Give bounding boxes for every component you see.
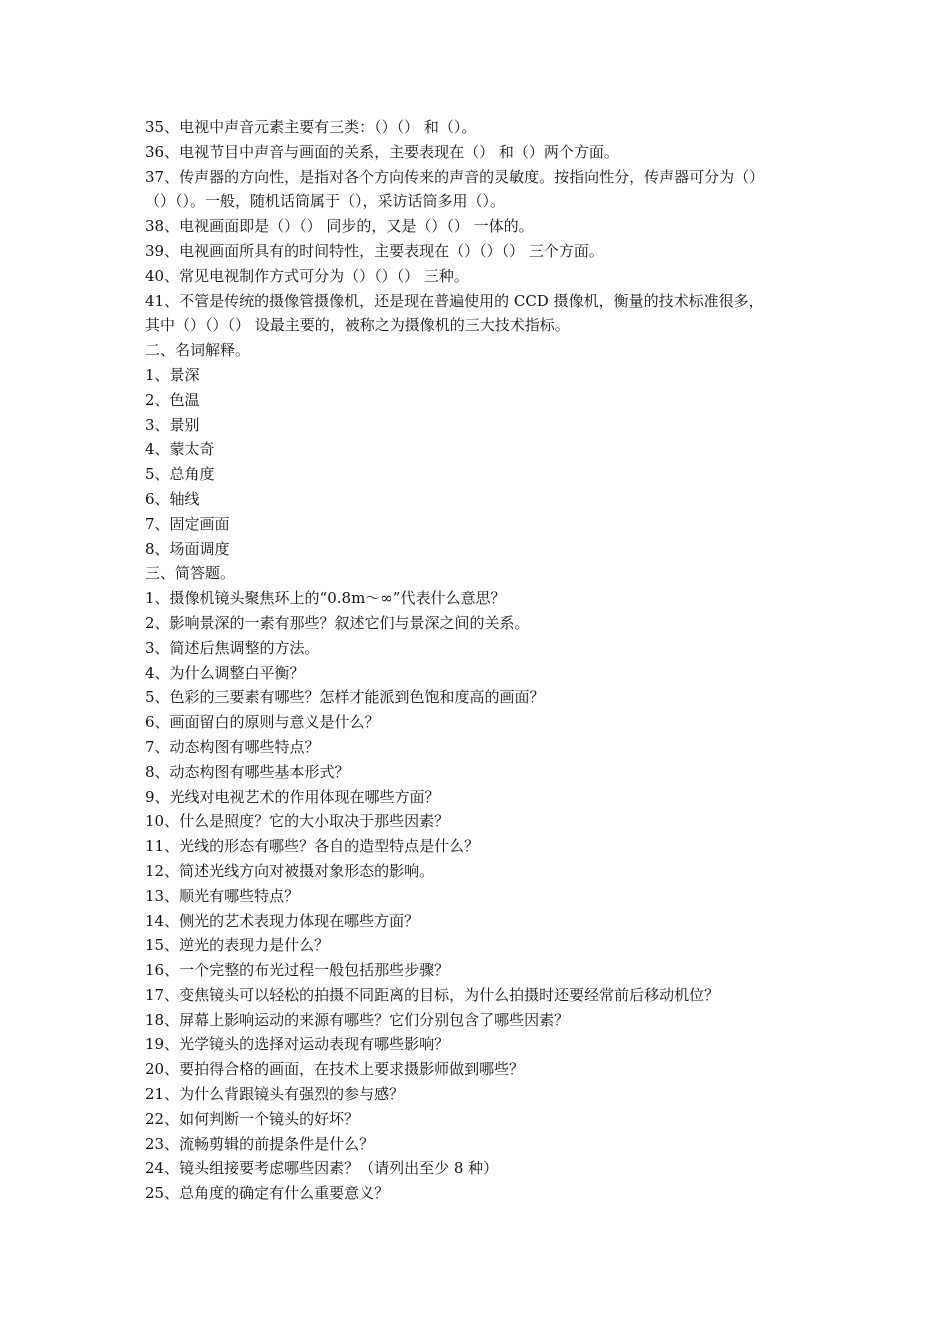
short-answer-item: 24、镜头组接要考虑哪些因素？（请列出至少 8 种） [145, 1159, 499, 1178]
term-item: 2、色温 [145, 390, 200, 409]
term-item: 4、蒙太奇 [145, 440, 215, 459]
document-body [145, 115, 815, 1206]
section-heading-terms: 二、名词解释。 [145, 341, 251, 360]
fill-in-line: 35、电视中声音元素主要有三类：（）（） 和（）。 [145, 118, 477, 136]
short-answer-item: 7、动态构图有哪些特点？ [145, 737, 320, 756]
fill-in-line: 37、传声器的方向性，是指对各个方向传来的声音的灵敏度。按指向性分，传声器可分为（） [145, 167, 765, 186]
fill-in-line: 41、不管是传统的摄像管摄像机，还是现在普遍使用的 CCD 摄像机，衡量的技术标准很多， [145, 291, 764, 310]
short-answer-item: 23、流畅剪辑的前提条件是什么？ [145, 1134, 375, 1153]
short-answer-item: 21、为什么背跟镜头有强烈的参与感？ [145, 1085, 405, 1104]
fill-in-line: 39、电视画面所具有的时间特性，主要表现在（）（）（） 三个方面。 [145, 241, 604, 260]
short-answer-item: 19、光学镜头的选择对运动表现有哪些影响？ [145, 1035, 450, 1054]
short-answer-item: 15、逆光的表现力是什么？ [145, 936, 330, 955]
short-answer-item: 12、简述光线方向对被摄对象形态的影响。 [145, 861, 435, 880]
fill-in-line: 其中（）（）（） 设最主要的，被称之为摄像机的三大技术指标。 [145, 316, 570, 335]
short-answer-item: 2、影响景深的一素有那些？叙述它们与景深之间的关系。 [145, 613, 530, 632]
short-answer-item: 5、色彩的三要素有哪些？怎样才能派到色饱和度高的画面？ [145, 688, 545, 707]
short-answer-item: 10、什么是照度？它的大小取决于那些因素？ [145, 812, 450, 831]
fill-in-line: 38、电视画面即是（）（） 同步的，又是（）（） 一体的。 [145, 217, 534, 236]
short-answer-item: 17、变焦镜头可以轻松的拍摄不同距离的目标，为什么拍摄时还要经常前后移动机位？ [145, 985, 720, 1004]
short-answer-item: 25、总角度的确定有什么重要意义？ [145, 1184, 390, 1203]
short-answer-item: 4、为什么调整白平衡？ [145, 663, 305, 682]
short-answer-item: 3、简述后焦调整的方法。 [145, 638, 320, 657]
short-answer-item: 13、顺光有哪些特点？ [145, 886, 300, 905]
section-heading-short-answer: 三、简答题。 [145, 564, 236, 583]
short-answer-item: 14、侧光的艺术表现力体现在哪些方面？ [145, 911, 420, 930]
short-answer-item: 16、一个完整的布光过程一般包括那些步骤？ [145, 961, 450, 980]
term-item: 3、景别 [145, 415, 200, 434]
short-answer-item: 11、光线的形态有哪些？各自的造型特点是什么？ [145, 837, 480, 856]
term-item: 5、总角度 [145, 465, 215, 484]
term-item: 1、景深 [145, 365, 200, 384]
term-item: 6、轴线 [145, 489, 200, 508]
short-answer-item: 6、画面留白的原则与意义是什么？ [145, 713, 380, 732]
short-answer-item: 18、屏幕上影响运动的来源有哪些？它们分别包含了哪些因素？ [145, 1010, 570, 1029]
short-answer-item: 9、光线对电视艺术的作用体现在哪些方面？ [145, 787, 440, 806]
short-answer-item: 8、动态构图有哪些基本形式？ [145, 762, 350, 781]
short-answer-item: 1、摄像机镜头聚焦环上的“0.8m～∞”代表什么意思？ [145, 589, 506, 608]
term-item: 8、场面调度 [145, 539, 230, 558]
term-item: 7、固定画面 [145, 514, 230, 533]
fill-in-line: 36、电视节目中声音与画面的关系，主要表现在（） 和（）两个方面。 [145, 142, 619, 161]
fill-in-line: 40、常见电视制作方式可分为（）（）（） 三种。 [145, 266, 469, 285]
short-answer-item: 22、如何判断一个镜头的好坏？ [145, 1109, 360, 1128]
short-answer-item: 20、要拍得合格的画面，在技术上要求摄影师做到哪些？ [145, 1060, 525, 1079]
fill-in-line: （）（）。一般，随机话筒属于（），采访话筒多用（）。 [145, 192, 506, 211]
